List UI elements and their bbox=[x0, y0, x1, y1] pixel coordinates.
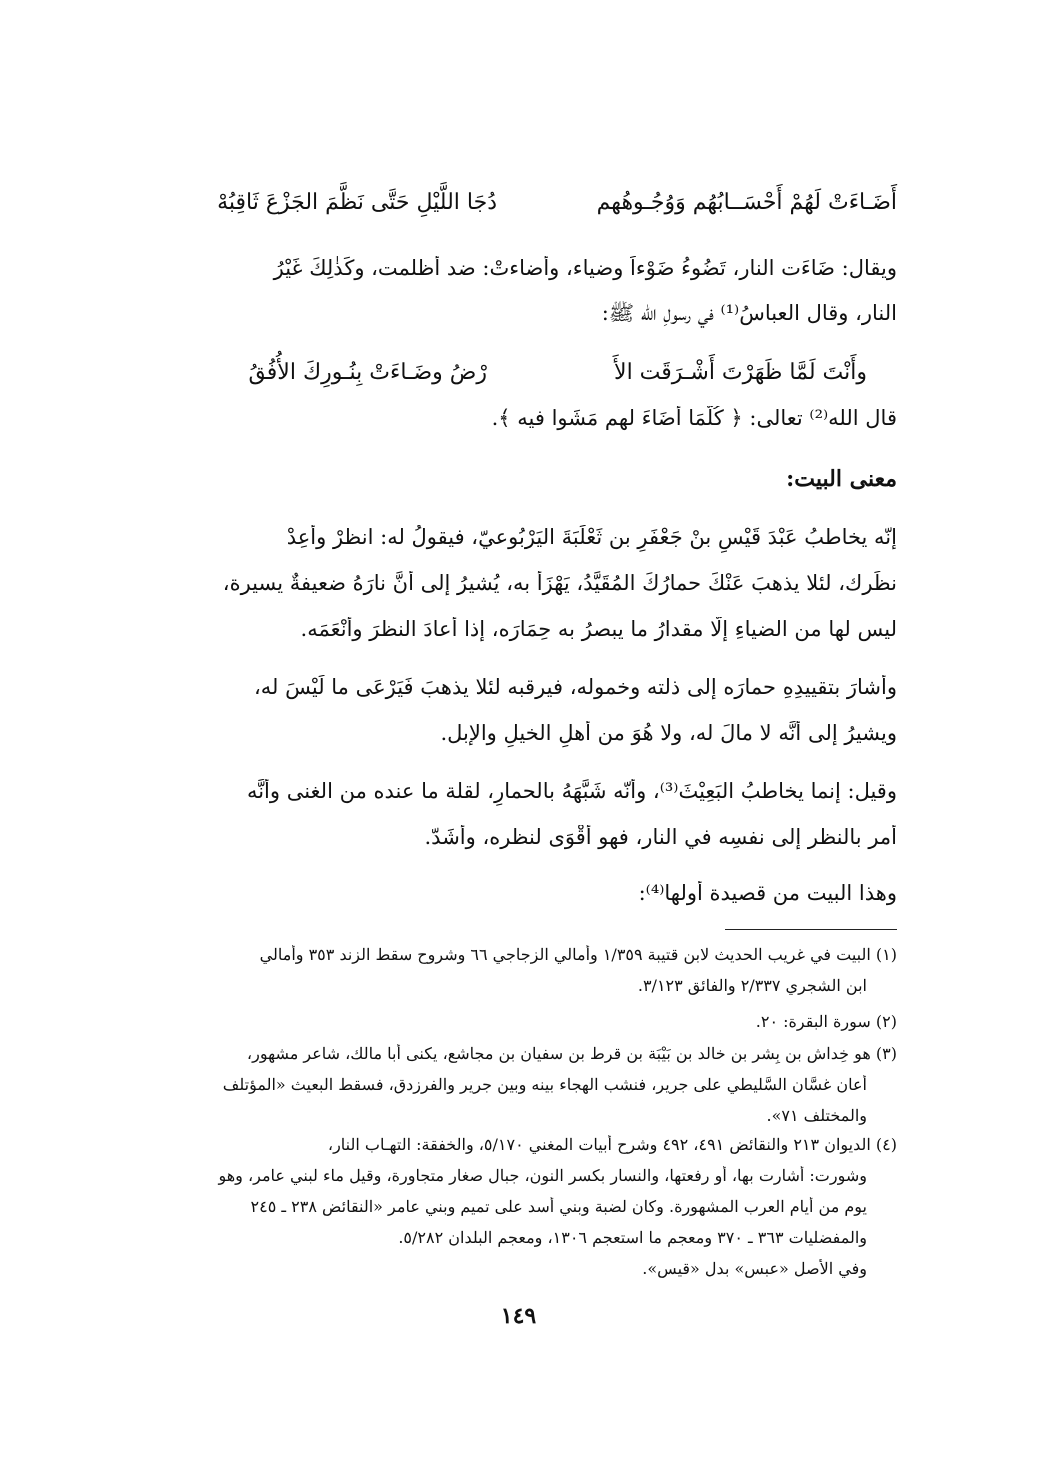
prose-line: النار، وقال العباسُ⁽¹⁾ في رسولِ الله ﷺ: bbox=[601, 301, 897, 325]
section-heading-text: معنى البيت: bbox=[786, 466, 897, 492]
footnote-separator bbox=[725, 929, 897, 930]
poem-intro bbox=[137, 881, 897, 906]
footnote-line: (٢) سورة البقرة: ٢٠. bbox=[755, 1012, 897, 1031]
paragraph-line: وقيل: إنما يخاطبُ البَعِيْثَ⁽³⁾، وأنّه شَبَّهَهُ بالحمارِ، لقلة ما عنده من الغنى وأنَّه bbox=[246, 779, 897, 803]
footnote-line: والمفضليات ٣٦٣ ـ ٣٧٠ ومعجم ما استعجم ١٣٠٦، ومعجم البلدان ٥/٢٨٢. bbox=[398, 1228, 867, 1247]
footnote-line: ابن الشجري ٢/٣٣٧ والفائق ٣/١٢٣. bbox=[637, 976, 867, 995]
meaning-paragraph-1 bbox=[137, 525, 897, 663]
footnote-line: والمختلف ٧١». bbox=[766, 1106, 867, 1125]
verse-1-second-hemistich: دُجَا اللَّيْلِ حَتَّى نَظَّمَ الجَزْعَ ثَاقِبُهْ bbox=[217, 190, 497, 215]
footnote-1 bbox=[137, 945, 897, 1007]
prose-line: ويقال: ضَاءَت النار، تَضُوءُ ضَوْءاً وضياء، وأضاءتْ: ضد أظلمت، وكَذٰلِكَ غَيْرُ bbox=[273, 256, 897, 280]
meaning-paragraph-3 bbox=[137, 779, 897, 871]
prose-paragraph-1 bbox=[137, 256, 897, 346]
section-heading bbox=[137, 466, 897, 492]
footnote-4 bbox=[137, 1135, 897, 1290]
paragraph-line: ويشيرُ إلى أنَّه لا مالَ له، ولا هُوَ من أهلِ الخيلِ والإبل. bbox=[440, 721, 897, 745]
footnote-line: (١) البيت في غريب الحديث لابن قتيبة ١/٣٥٩ وأمالي الزجاجي ٦٦ وشروح سقط الزند ٣٥٣ وأمالي bbox=[259, 945, 897, 964]
footnote-line: (٣) هو خِداش بن بِشر بن خالد بن بَيْبَة بن قرط بن سفيان بن مجاشع، يكنى أبا مالك، شاعر مشهور، bbox=[246, 1044, 897, 1063]
footnote-2 bbox=[137, 1012, 897, 1031]
verse-2-second-hemistich: رْضُ وضَـاءَتْ بِنُـورِكَ الأُفُقُ bbox=[248, 360, 487, 385]
poem-intro-text: وهذا البيت من قصيدة أولها⁽⁴⁾: bbox=[638, 881, 897, 905]
quran-citation-text: قال الله⁽²⁾ تعالى: ﴿ كُلَّمَا أَضَاءَ لهم مَشَوا فيه ﴾. bbox=[491, 406, 897, 430]
footnote-3 bbox=[137, 1044, 897, 1137]
verse-1-first-hemistich: أَضَـاءَتْ لَهُمْ أَحْسَــابُهُم وَوُجُـوهُهم bbox=[596, 190, 897, 215]
paragraph-line: أمر بالنظر إلى نفسِه في النار، فهو أَقْوَى لنظره، وأَشَدّ. bbox=[424, 825, 897, 849]
paragraph-line: وأشارَ بتقييدِهِ حمارَه إلى ذلته وخموله، فيرقبه لئلا يذهبَ فَيَرْعَى ما لَيْسَ له، bbox=[253, 675, 897, 699]
paragraph-line: نظَرك، لئلا يذهبَ عَنْكَ حمارُكَ المُقَيَّدُ، يَهْزَأُ به، يُشيرُ إلى أنَّ نارَهُ ضعيفةٌ يسيرة، bbox=[222, 571, 897, 595]
footnote-line: أعان غسَّان السَّليطي على جرير، فنشب الهجاء بينه وبين جرير والفرزدق، فسقط البعيث «المؤتلف bbox=[222, 1075, 867, 1094]
page-number: ١٤٩ bbox=[500, 1303, 537, 1329]
footnote-line: وفي الأصل «عبس» بدل «قيس». bbox=[642, 1259, 867, 1278]
footnote-line: وشورت: أشارت بها، أو رفعتها، والنسار بكسر النون، جبال صغار متجاورة، وقيل ماء لبني عامر، وهو bbox=[218, 1166, 867, 1185]
quran-citation bbox=[137, 406, 897, 431]
meaning-paragraph-2 bbox=[137, 675, 897, 767]
paragraph-line: ليس لها من الضياءِ إلّا مقدارُ ما يبصرُ به حِمَارَه، إذا أعادَ النظرَ وأَنْعَمَه. bbox=[300, 617, 897, 641]
verse-2-first-hemistich: وأَنْتَ لَمَّا ظَهَرْتَ أَشْـرَقَت الأَ bbox=[614, 360, 867, 385]
footnote-line: يوم من أيام العرب المشهورة. وكان لضبة وبني أسد على تميم وبني عامر «النقائض ٢٣٨ ـ ٢٤٥ bbox=[250, 1197, 867, 1216]
paragraph-line: إنّه يخاطبُ عَبْدَ قَيْسِ بنْ جَعْفَرِ بن ثَعْلَبَةَ اليَرْبُوعيّ، فيقولُ له: انظرْ وأَعِدْ bbox=[286, 525, 897, 549]
footnote-line: (٤) الديوان ٢١٣ والنقائض ٤٩١، ٤٩٢ وشرح أبيات المغني ٥/١٧٠، والخفقة: التهـاب النار، bbox=[327, 1135, 897, 1154]
